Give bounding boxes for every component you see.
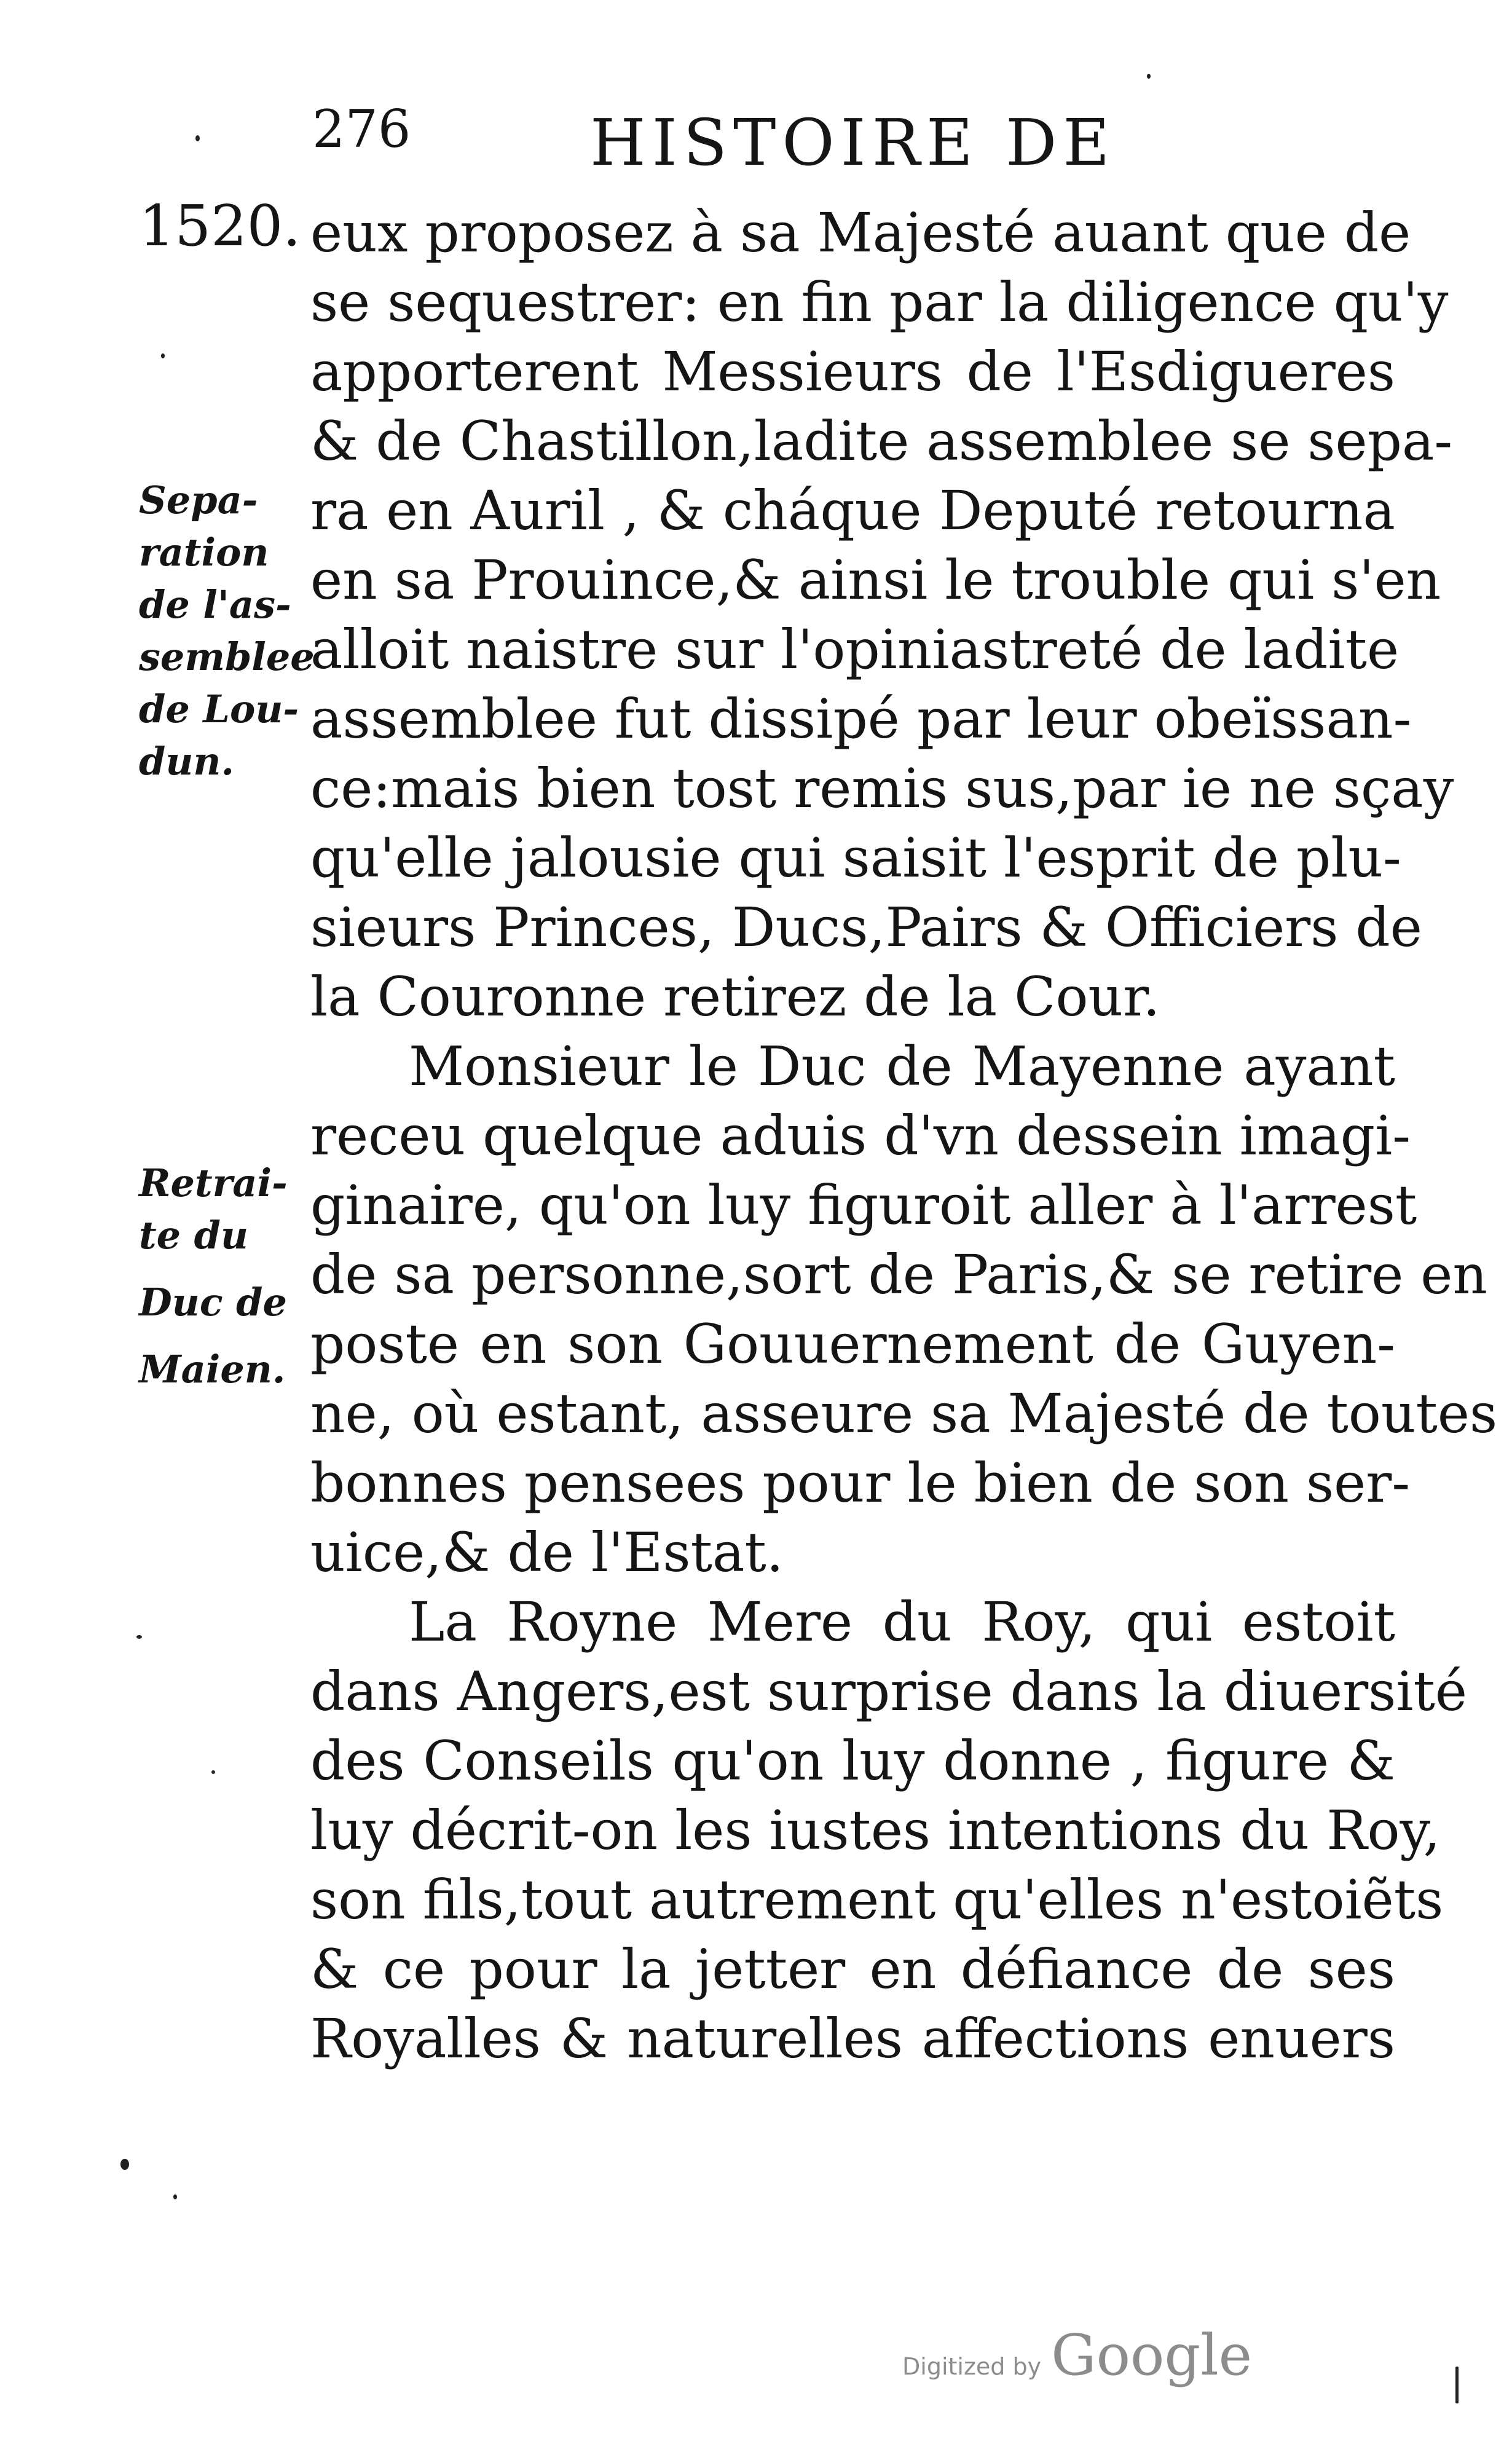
text-line: bonnes pensees pour le bien de son ser- [310, 1451, 1411, 1515]
scan-speck [136, 1635, 142, 1639]
text-line: de sa personne,sort de Paris,& se retire en [310, 1243, 1488, 1306]
scan-speck [120, 2159, 129, 2170]
text-line: La Royne Mere du Roy, qui estoit [409, 1590, 1395, 1654]
text-line: des Conseils qu'on luy donne , figure & [310, 1729, 1395, 1792]
digitized-watermark [902, 2322, 1252, 2388]
scan-speck [1147, 74, 1151, 79]
text-line: en sa Prouince,& ainsi le trouble qui s'en [310, 548, 1441, 612]
text-line: & ce pour la jetter en défiance de ses [310, 1937, 1395, 2001]
text-line: qu'elle jalousie qui saisit l'esprit de plu- [310, 826, 1401, 889]
text-line: poste en son Gouuernement de Guyen- [310, 1312, 1395, 1376]
text-line: uice,& de l'Estat. [310, 1521, 784, 1584]
scan-speck [211, 1770, 215, 1774]
text-line: apporterent Messieurs de l'Esdigueres [310, 340, 1395, 403]
text-line: dans Angers,est surprise dans la diuersité [310, 1660, 1467, 1723]
margin-note-line: Sepa- [139, 478, 258, 522]
text-line: la Couronne retirez de la Cour. [310, 965, 1160, 1028]
margin-note-line: Maien. [139, 1347, 286, 1392]
year-marker: 1520. [139, 193, 301, 259]
text-line: ra en Auril , & cháque Deputé retourna [310, 479, 1395, 542]
text-line: luy décrit-on les iustes intentions du Roy, [310, 1799, 1441, 1862]
margin-note-line: Retrai- [139, 1161, 288, 1205]
margin-note-line: de Lou- [139, 687, 299, 731]
text-line: Royalles & naturelles affections enuers [310, 2007, 1395, 2070]
text-line: se sequestrer: en fin par la diligence qu'y [310, 270, 1449, 334]
scan-speck [161, 353, 165, 358]
margin-note-retraite [139, 1148, 288, 1404]
text-line: ginaire, qu'on luy figuroit aller à l'arrest [310, 1173, 1417, 1237]
margin-note-separation [139, 465, 315, 796]
running-title: HISTOIRE DE [590, 105, 1116, 180]
text-line: ce:mais bien tost remis sus,par ie ne sçay [310, 757, 1454, 820]
scan-speck [1455, 2367, 1459, 2403]
watermark-prefix: Digitized by [902, 2353, 1042, 2380]
text-line: receu quelque aduis d'vn dessein imagi- [310, 1104, 1411, 1167]
body-text [310, 198, 1498, 2073]
text-line: assemblee fut dissipé par leur obeïssan- [310, 687, 1412, 751]
text-line: & de Chastillon,ladite assemblee se sepa- [310, 409, 1453, 473]
scan-speck [195, 135, 200, 141]
page-number: 276 [312, 99, 411, 159]
margin-note-line: semblee [139, 634, 315, 679]
text-line: eux proposez à sa Majesté auant que de [310, 201, 1411, 264]
text-line: sieurs Princes, Ducs,Pairs & Officiers de [310, 896, 1422, 959]
margin-note-line: te du [139, 1213, 249, 1258]
text-line: son fils,tout autrement qu'elles n'estoiẽts [310, 1868, 1444, 1931]
text-line: Monsieur le Duc de Mayenne ayant [409, 1035, 1395, 1098]
margin-note-line: Duc de [139, 1280, 287, 1325]
text-line: alloit naistre sur l'opiniastreté de ladite [310, 618, 1400, 681]
margin-note-line: ration [139, 530, 269, 575]
text-line: ne, où estant, asseure sa Majesté de toutes [310, 1382, 1498, 1445]
margin-note-line: de l'as- [139, 582, 291, 627]
watermark-brand: Google [1051, 2322, 1253, 2388]
margin-note-line: dun. [139, 739, 235, 784]
scan-speck [173, 2194, 177, 2199]
